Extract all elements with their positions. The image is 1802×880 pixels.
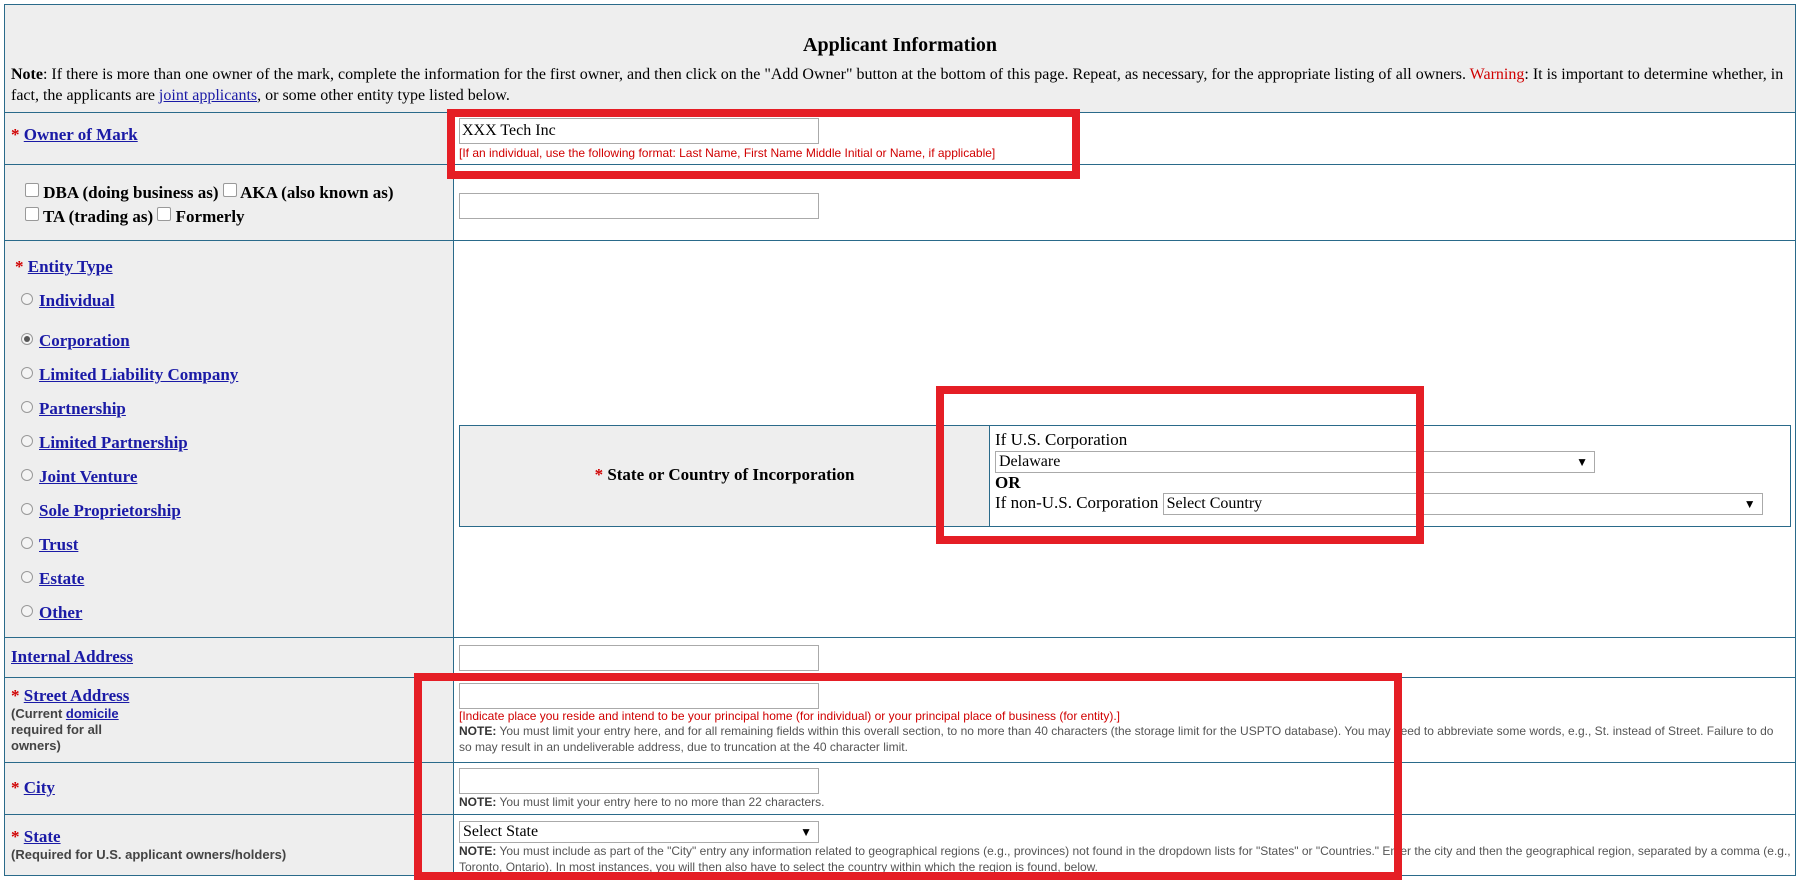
internal-address-link[interactable]: Internal Address xyxy=(11,647,134,666)
alias-row: DBA (doing business as) AKA (also known as) TA (trading as) Formerly xyxy=(5,165,1796,241)
corporation-radio[interactable] xyxy=(21,333,33,345)
entity-option-estate[interactable]: Estate xyxy=(21,569,84,589)
applicant-form xyxy=(4,4,1796,876)
city-input[interactable] xyxy=(459,768,819,794)
us-corp-label: If U.S. Corporation xyxy=(995,430,1128,449)
form-header xyxy=(5,5,1795,113)
chevron-down-icon: ▼ xyxy=(1743,497,1756,512)
joint-venture-radio[interactable] xyxy=(21,469,33,481)
street-address-input[interactable] xyxy=(459,683,819,709)
city-row: * City NOTE: You must limit your entry here to no more than 22 characters. xyxy=(5,763,1796,815)
entity-option-joint-venture[interactable]: Joint Venture xyxy=(21,467,137,487)
llc-radio[interactable] xyxy=(21,367,33,379)
state-note: NOTE: You must include as part of the "City" entry any information related to geographical regions (e.g., provinces) not found in the dropdown lists for "States" or "Countries." Enter the city and then the geographical region, separated by a comma (e.g., Toronto, Ontario). In most instances, you will then also have to select the country within which the region is found, below. xyxy=(459,844,1791,874)
entity-option-sole-proprietorship[interactable]: Sole Proprietorship xyxy=(21,501,181,521)
alias-name-input[interactable] xyxy=(459,193,819,219)
dba-checkbox[interactable] xyxy=(25,183,39,197)
internal-address-input[interactable] xyxy=(459,645,819,671)
internal-address-row xyxy=(5,638,1796,678)
estate-radio[interactable] xyxy=(21,571,33,583)
individual-radio[interactable] xyxy=(21,293,33,305)
incorporation-label: State or Country of Incorporation xyxy=(607,465,855,484)
state-link[interactable]: State xyxy=(23,827,61,846)
warning-label: Warning xyxy=(1469,66,1525,83)
owner-of-mark-link[interactable]: Owner of Mark xyxy=(23,125,138,144)
street-note: NOTE: You must limit your entry here, and for all remaining fields within this overall section, to no more than 40 characters (the storage limit for the USPTO database). You may need to abbreviate some words, e.g., St. instead of Street. Failure to do so may result in an undeliverable address, due to truncation at the 40 character limit. xyxy=(459,724,1774,754)
us-state-select[interactable]: Delaware ▼ xyxy=(995,451,1595,473)
street-address-row: * Street Address (Current domicile required for all owners) [Indicate place you reside and intend to be your principal home (for individual) or your principal place of business (for entity).] NOTE: You must limit your entry here, and for all remaining fields within this overall section, to no more than 40 characters (the storage limit for the USPTO database). You may need to abbreviate some words, e.g., St. instead of Street. Failure to do so may result in an undeliverable address, due to truncation at the 40 character limit. xyxy=(5,678,1796,763)
entity-option-limited-partnership[interactable]: Limited Partnership xyxy=(21,433,188,453)
or-label: OR xyxy=(995,473,1021,492)
owner-hint: [If an individual, use the following format: Last Name, First Name Middle Initial or Name, if applicable] xyxy=(459,146,996,160)
entity-option-corporation[interactable]: Corporation xyxy=(21,331,130,351)
formerly-checkbox[interactable] xyxy=(157,207,171,221)
street-subnote: (Current domicile required for all owners) xyxy=(11,706,119,753)
owner-name-input[interactable] xyxy=(459,118,819,144)
chevron-down-icon: ▼ xyxy=(1576,455,1588,469)
sole-proprietorship-radio[interactable] xyxy=(21,503,33,515)
entity-option-trust[interactable]: Trust xyxy=(21,535,78,555)
limited-partnership-radio[interactable] xyxy=(21,435,33,447)
header-note: Note: If there is more than one owner of the mark, complete the information for the first owner, and then click on the "Add Owner" button at the bottom of this page. Repeat, as necessary, for the appropriate listing of all owners. Warning: It is important to determine whether, in fact, the applicants are joint applicants, or some other entity type listed below. xyxy=(11,66,1784,104)
aka-checkbox[interactable] xyxy=(223,183,237,197)
city-link[interactable]: City xyxy=(23,778,55,797)
entity-option-individual[interactable]: Individual xyxy=(21,291,115,311)
street-hint: [Indicate place you reside and intend to be your principal home (for individual) or your principal place of business (for entity).] xyxy=(459,709,1121,723)
entity-type-link[interactable]: Entity Type xyxy=(27,257,113,276)
entity-option-llc[interactable]: Limited Liability Company xyxy=(21,365,238,385)
domicile-link[interactable]: domicile xyxy=(65,706,119,721)
entity-option-other[interactable]: Other xyxy=(21,603,82,623)
joint-applicants-link[interactable]: joint applicants xyxy=(158,87,258,104)
ta-checkbox[interactable] xyxy=(25,207,39,221)
city-note: NOTE: You must limit your entry here to no more than 22 characters. xyxy=(459,795,825,809)
other-radio[interactable] xyxy=(21,605,33,617)
owner-row: * Owner of Mark XXX Tech Inc [If an individual, use the following format: Last Name, First Name Middle Initial or Name, if applicable] xyxy=(5,113,1796,165)
trust-radio[interactable] xyxy=(21,537,33,549)
non-us-corp-label: If non-U.S. Corporation xyxy=(995,493,1159,512)
entity-option-partnership[interactable]: Partnership xyxy=(21,399,126,419)
street-address-link[interactable]: Street Address xyxy=(23,686,130,705)
country-select[interactable]: Select Country ▼ xyxy=(1163,493,1763,515)
page-title: Applicant Information xyxy=(803,34,997,56)
state-subnote: (Required for U.S. applicant owners/holders) xyxy=(11,847,287,862)
state-row: * State (Required for U.S. applicant owners/holders) Select State ▼ NOTE: You must include as part of the "City" entry any information related to geographical regions (e.g., provinces) not found in the dropdown lists for "States" or "Countries." Enter the city and then the geographical region, separated by a comma (e.g., Toronto, Ontario). In most instances, you will then also have to select the country within which the region is found, below. xyxy=(5,815,1796,876)
state-select[interactable]: Select State ▼ xyxy=(459,821,819,843)
incorporation-table: * State or Country of Incorporation If U.S. Corporation Delaware ▼ OR If non-U.S. Corporation Select Country ▼ xyxy=(459,425,1791,527)
chevron-down-icon: ▼ xyxy=(800,825,812,839)
entity-row: * Entity Type Individual Corporation Limited Liability Company Partnership Limited Partnership Joint Venture Sole Proprietorship Trust Estate Other * State or Country of Incorporation If U.S. Corporation Delaware ▼ OR If non-U.S. Corporation Select Country ▼ xyxy=(5,241,1796,638)
partnership-radio[interactable] xyxy=(21,401,33,413)
